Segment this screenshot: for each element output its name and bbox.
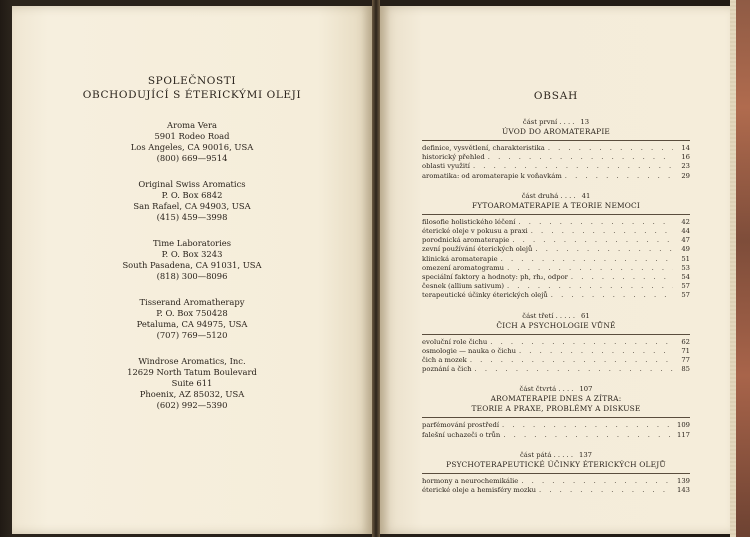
part-label: část třetí . . . . . — [522, 311, 576, 320]
entry-page: 85 — [681, 365, 690, 374]
leader-dots — [548, 144, 673, 153]
entry-text: klinická aromaterapie — [422, 254, 498, 263]
leader-dots — [521, 477, 673, 486]
company-entry — [12, 179, 372, 223]
part-title-line: ÚVOD DO AROMATERAPIE — [501, 127, 611, 136]
company-line: (602) 992—5390 — [156, 400, 228, 410]
entry-text: parfémování prostředí — [422, 421, 500, 430]
toc-entry — [422, 218, 690, 227]
company-line: San Rafael, CA 94903, USA — [133, 201, 251, 211]
entry-page: 54 — [681, 273, 690, 282]
toc-entry — [422, 477, 690, 486]
leader-dots — [502, 421, 673, 430]
company-line: 5901 Rodeo Road — [154, 131, 230, 141]
company-entry — [12, 297, 372, 341]
part-title — [422, 394, 690, 418]
leader-dots — [488, 153, 673, 162]
part-label: část první . . . . — [522, 118, 575, 126]
company-line: P. O. Box 3243 — [161, 249, 223, 259]
part-title-line: FYTOAROMATERAPIE A TEORIE NEMOCI — [471, 200, 641, 210]
entry-page: 109 — [677, 421, 690, 430]
part-title-line: PSYCHOTERAPEUTICKÉ ÚČINKY ÉTERICKÝCH OLEJŮ — [446, 459, 666, 469]
entry-text: historický přehled — [422, 153, 485, 162]
entry-page: 57 — [681, 291, 690, 300]
book-cover-edge — [730, 0, 750, 537]
entry-text: terapeutické účinky éterických olejů — [422, 291, 548, 300]
toc-entry — [422, 255, 690, 264]
companies-list — [12, 74, 372, 426]
company-name: Tisserand Aromatherapy — [139, 297, 245, 307]
entry-text: poznání a čich — [422, 365, 472, 374]
company-line: (415) 459—3998 — [156, 212, 228, 222]
part-page: 61 — [581, 311, 590, 320]
entry-text: čich a mozek — [422, 356, 467, 365]
entry-text: definice, vysvětlení, charakteristika — [422, 144, 545, 152]
entry-text: česnek (allium sativum) — [422, 282, 504, 291]
part-label: část druhá . . . . — [521, 191, 576, 200]
toc-entry — [422, 153, 690, 162]
part-title-line: AROMATERAPIE DNES A ZÍTRA: — [490, 394, 622, 404]
company-line: (800) 669—9514 — [156, 153, 228, 163]
part-label: část pátá . . . . . — [519, 450, 574, 459]
toc-entry — [422, 291, 690, 300]
entry-text: porodnická aromaterapie — [422, 236, 510, 245]
company-line: P. O. Box 750428 — [156, 308, 228, 318]
toc-entry — [422, 273, 690, 282]
entry-text: zevní používání éterických olejů — [422, 245, 533, 254]
entry-page: 77 — [681, 356, 690, 365]
part-heading — [422, 192, 690, 201]
part-heading — [422, 385, 690, 394]
entry-text: oblasti využití — [422, 162, 470, 171]
toc-entry — [422, 245, 690, 254]
toc-title: OBSAH — [533, 90, 579, 102]
company-line: P. O. Box 6842 — [161, 190, 223, 200]
part-title — [422, 201, 690, 215]
toc-part — [422, 118, 690, 181]
entry-text: hormony a neurochemikálie — [422, 476, 519, 485]
leader-dots — [490, 338, 673, 347]
company-line: Suite 611 — [171, 378, 213, 388]
companies-title — [12, 74, 372, 102]
entry-text: aromatika: od aromaterapie k voňavkám — [422, 171, 562, 180]
leader-dots — [512, 236, 673, 245]
company-entry — [12, 356, 372, 411]
entry-page: 42 — [681, 217, 690, 226]
toc-entry — [422, 365, 690, 374]
entry-page: 44 — [681, 227, 690, 236]
table-of-contents — [422, 90, 690, 506]
entry-page: 49 — [681, 245, 690, 254]
entry-page: 139 — [677, 476, 690, 485]
part-title — [422, 321, 690, 335]
toc-part — [422, 192, 690, 301]
part-heading — [422, 118, 690, 127]
part-heading — [422, 451, 690, 460]
part-page: 137 — [579, 450, 592, 459]
toc-part — [422, 312, 690, 375]
toc-entry — [422, 486, 690, 495]
leader-dots — [507, 264, 673, 273]
entry-page: 29 — [681, 171, 690, 180]
company-name: Aroma Vera — [167, 120, 217, 130]
companies-title-line: SPOLEČNOSTI — [147, 75, 237, 87]
entry-text: speciální faktory a hodnoty: ph, rh₂, odpor — [422, 273, 568, 282]
leader-dots — [519, 347, 673, 356]
part-page: 41 — [581, 191, 591, 200]
part-title-line: TEORIE A PRAXE, PROBLÉMY A DISKUSE — [471, 404, 641, 414]
toc-entry — [422, 347, 690, 356]
company-line: South Pasadena, CA 91031, USA — [122, 260, 262, 270]
company-name: Original Swiss Aromatics — [138, 179, 246, 189]
entry-page: 117 — [677, 430, 690, 439]
company-line: 12629 North Tatum Boulevard — [127, 367, 257, 377]
left-page — [12, 6, 372, 534]
leader-dots — [571, 273, 673, 282]
company-line: Phoenix, AZ 85032, USA — [139, 389, 245, 399]
entry-text: éterické oleje v pokusu a praxi — [422, 227, 528, 236]
toc-entry — [422, 338, 690, 347]
part-page: 107 — [579, 385, 593, 394]
company-line: Los Angeles, CA 90016, USA — [130, 142, 254, 152]
leader-dots — [551, 291, 673, 300]
toc-entry — [422, 356, 690, 365]
entry-page: 16 — [681, 153, 690, 162]
toc-entry — [422, 227, 690, 236]
entry-page: 57 — [681, 282, 690, 291]
leader-dots — [535, 245, 673, 254]
companies-title-line: OBCHODUJÍCÍ S ÉTERICKÝMI OLEJI — [82, 89, 302, 101]
entry-text: falešní uchazeči o trůn — [422, 430, 501, 439]
toc-entry — [422, 431, 690, 440]
right-page — [380, 6, 730, 534]
entry-text: éterické oleje a hemisféry mozku — [422, 486, 537, 495]
toc-entry — [422, 264, 690, 273]
part-heading — [422, 312, 690, 321]
part-label: část čtvrtá . . . . — [519, 385, 574, 394]
leader-dots — [531, 227, 673, 236]
entry-text: filosofie holistického léčení — [422, 217, 516, 226]
toc-entry — [422, 172, 690, 181]
leader-dots — [539, 486, 673, 495]
leader-dots — [518, 218, 673, 227]
book-gutter — [372, 0, 380, 537]
entry-page: 143 — [677, 486, 690, 495]
leader-dots — [501, 255, 673, 264]
toc-entry — [422, 162, 690, 171]
part-title — [422, 127, 690, 141]
part-title-line: ČICH A PSYCHOLOGIE VŮNĚ — [496, 320, 616, 330]
part-title — [422, 460, 690, 474]
part-page: 13 — [580, 118, 590, 126]
entry-text: osmologie — nauka o čichu — [422, 346, 516, 355]
company-name: Time Laboratories — [152, 238, 232, 248]
entry-page: 47 — [681, 236, 690, 245]
company-line: (707) 769—5120 — [156, 330, 228, 340]
entry-text: evoluční role čichu — [422, 337, 488, 346]
entry-page: 62 — [681, 337, 690, 346]
entry-page: 51 — [681, 254, 690, 263]
company-name: Windrose Aromatics, Inc. — [138, 356, 246, 366]
company-line: (818) 300—8096 — [156, 271, 228, 281]
toc-entry — [422, 144, 690, 153]
entry-page: 71 — [681, 346, 690, 355]
entry-page: 53 — [681, 263, 690, 272]
toc-part — [422, 451, 690, 495]
leader-dots — [565, 172, 673, 181]
entry-page: 14 — [681, 144, 690, 152]
toc-entry — [422, 421, 690, 430]
leader-dots — [475, 365, 673, 374]
leader-dots — [473, 162, 673, 171]
company-entry — [12, 238, 372, 282]
leader-dots — [470, 356, 673, 365]
company-entry — [12, 120, 372, 164]
entry-page: 23 — [681, 162, 690, 171]
company-line: Petaluma, CA 94975, USA — [136, 319, 248, 329]
entry-text: omezení aromatogramu — [422, 263, 505, 272]
leader-dots — [503, 431, 673, 440]
toc-part — [422, 385, 690, 439]
